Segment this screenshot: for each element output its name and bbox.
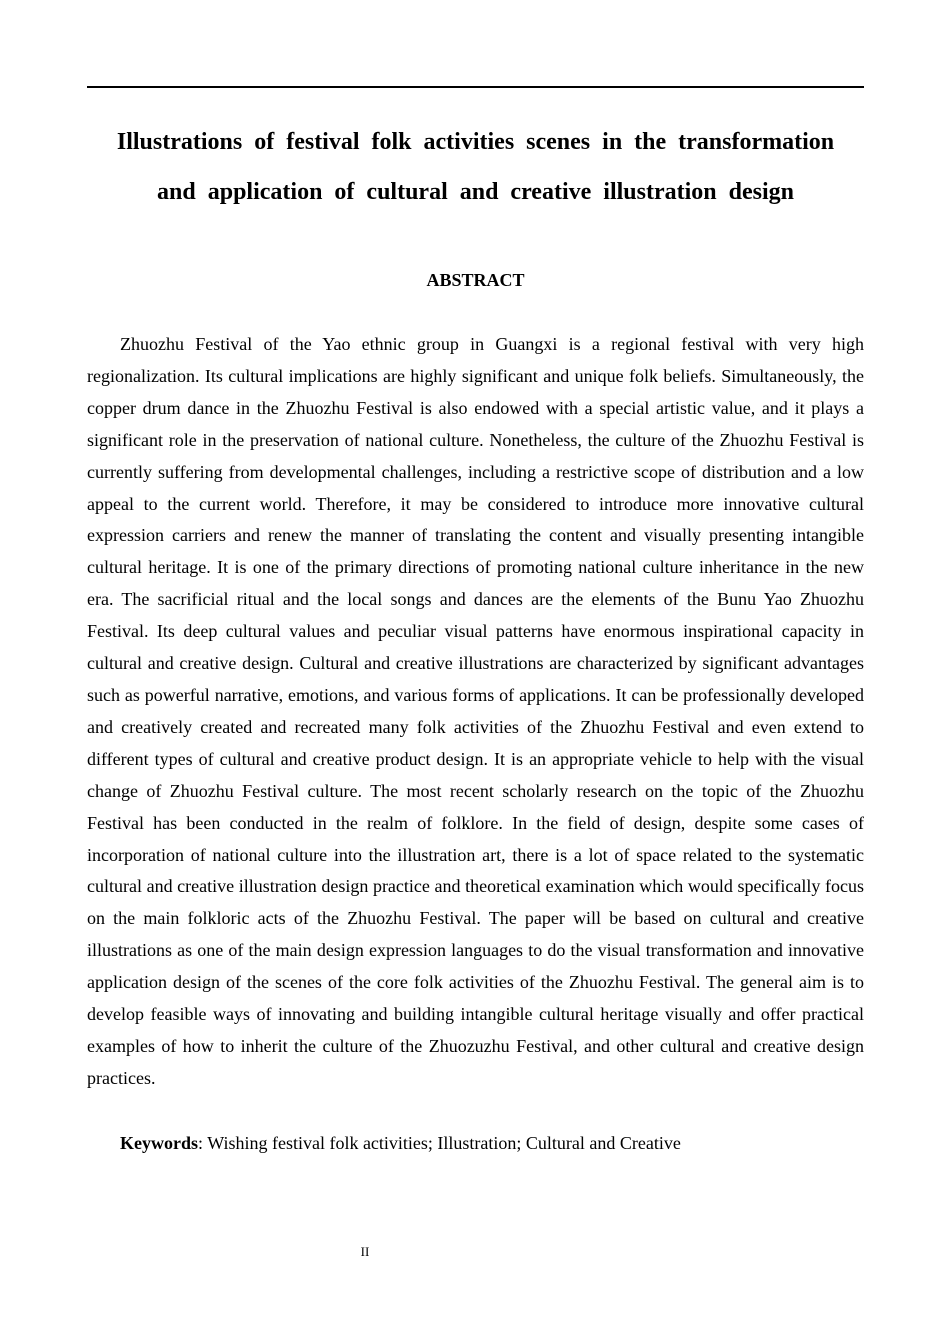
- abstract-body: Zhuozhu Festival of the Yao ethnic group in Guangxi is a regional festival with very high regionalization. Its cultural implications are highly significant and unique folk beliefs. Simultaneously, the copper drum dance in the Zhuozhu Festival is also endowed with a special artistic value, and it plays a significant role in the preservation of national culture. Nonetheless, the culture of the Zhuozhu Festival is currently suffering from developmental challenges, including a restrictive scope of distribution and a low appeal to the current world. Therefore, it may be considered to introduce more innovative cultural expression carriers and renew the manner of translating the content and visually presenting intangible cultural heritage. It is one of the primary directions of promoting national culture inheritance in the new era. The sacrificial ritual and the local songs and dances are the elements of the Bunu Yao Zhuozhu Festival. Its deep cultural values and peculiar visual patterns have enormous inspirational capacity in cultural and creative design. Cultural and creative illustrations are characterized by significant advantages such as powerful narrative, emotions, and various forms of applications. It can be professionally developed and creatively created and recreated many folk activities of the Zhuozhu Festival and even extend to different types of cultural and creative product design. It is an appropriate vehicle to help with the visual change of Zhuozhu Festival culture. The most recent scholarly research on the topic of the Zhuozhu Festival has been conducted in the realm of folklore. In the field of design, despite some cases of incorporation of national culture into the illustration art, there is a lot of space related to the systematic cultural and creative illustration design practice and theoretical examination which would specifically focus on the main folkloric acts of the Zhuozhu Festival. The paper will be based on cultural and creative illustrations as one of the main design expression languages to do the visual transformation and innovative application design of the scenes of the core folk activities of the Zhuozhu Festival. The general aim is to develop feasible ways of innovating and building intangible cultural heritage visually and offer practical examples of how to inherit the culture of the Zhuozuzhu Festival, and other cultural and creative design practices.: [87, 334, 864, 1088]
- keywords-text: Wishing festival folk activities; Illustration; Cultural and Creative: [207, 1133, 681, 1153]
- keywords-label: Keywords: [120, 1133, 198, 1153]
- page-number: II: [360, 1244, 370, 1259]
- abstract-heading: ABSTRACT: [426, 270, 525, 290]
- keywords-line: [120, 1127, 864, 1159]
- keywords-separator: :: [198, 1133, 208, 1153]
- header-rule: [87, 86, 864, 88]
- paper-title: [87, 117, 864, 217]
- title-line-2: and application of cultural and creative illustration design: [157, 179, 794, 205]
- title-line-1: Illustrations of festival folk activities scenes in the transformation: [116, 129, 835, 155]
